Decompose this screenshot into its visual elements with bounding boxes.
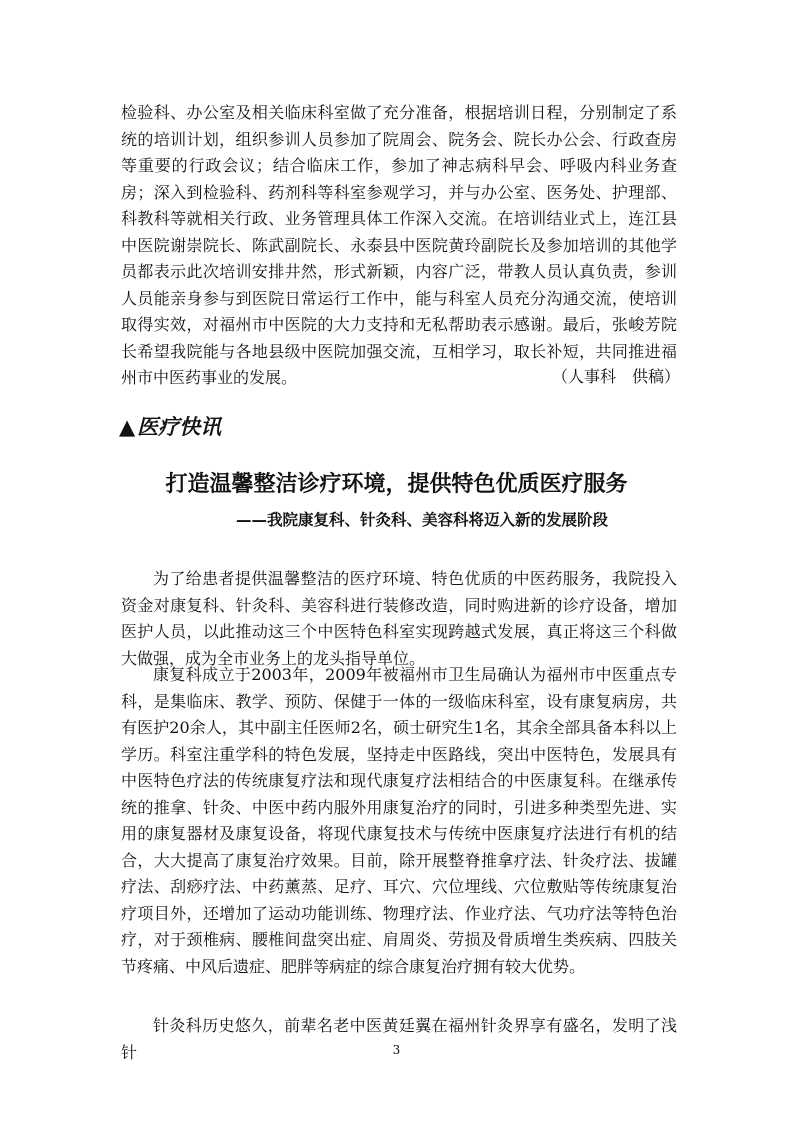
- body-paragraph: 康复科成立于2003年，2009年被福州市卫生局确认为福州市中医重点专科，是集临床、教学、预防、保健于一体的一级临床科室，设有康复病房，共有医护20余人，其中副主任医师2名，硕士研究生1名，其余全部具备本科以上学历。科室注重学科的特色发展，坚持走中医路线，突出中医特色，发展具有中医特色疗法的传统康复疗法和现代康复疗法相结合的中医康复科。在继承传统的推拿、针灸、中医中药内服外用康复治疗的同时，引进多种类型先进、实用的康复器材及康复设备，将现代康复技术与传统中医康复疗法进行有机的结合，大大提高了康复治疗效果。目前，除开展整脊推拿疗法、针灸疗法、拔罐疗法、刮痧疗法、中药薰蒸、足疗、耳穴、穴位埋线、穴位敷贴等传统康复治疗项目外，还增加了运动功能训练、物理疗法、作业疗法、气功疗法等特色治疗，对于颈椎病、腰椎间盘突出症、肩周炎、劳损及骨质增生类疾病、四肢关节疼痛、中风后遗症、肥胖等病症的综合康复治疗拥有较大优势。: [121, 665, 677, 976]
- article-subtitle: ——我院康复科、针灸科、美容科将迈入新的发展阶段: [235, 511, 608, 529]
- article-title: 打造温馨整洁诊疗环境，提供特色优质医疗服务: [165, 472, 628, 497]
- page-number: 3: [392, 1043, 401, 1057]
- body-paragraph: 为了给患者提供温馨整洁的医疗环境、特色优质的中医药服务，我院投入资金对康复科、针灸科、美容科进行装修改造，同时购进新的诊疗设备，增加医护人员，以此推动这三个中医特色科室实现跨越式发展，真正将这三个科做大做强，成为全市业务上的龙头指导单位。: [121, 569, 677, 668]
- section-title: 医疗快讯: [137, 415, 222, 439]
- intro-paragraph: 检验科、办公室及相关临床科室做了充分准备，根据培训日程，分别制定了系统的培训计划，组织参训人员参加了院周会、院务会、院长办公会、行政查房等重要的行政会议；结合临床工作，参加了神志病科早会、呼吸内科业务查房；深入到检验科、药剂科等科室参观学习，并与办公室、医务处、护理部、科教科等就相关行政、业务管理具体工作深入交流。在培训结业式上，连江县中医院谢崇院长、陈武副院长、永泰县中医院黄玲副院长及参加培训的其他学员都表示此次培训安排井然，形式新颖，内容广泛，带教人员认真负责，参训人员能亲身参与到医院日常运行工作中，能与科室人员充分沟通交流，使培训取得实效，对福州市中医院的大力支持和无私帮助表示感谢。最后，张峻芳院长希望我院能与各地县级中医院加强交流，互相学习，取长补短，共同推进福州市中医药事业的发展。: [121, 103, 677, 387]
- section-heading: [119, 412, 221, 442]
- triangle-icon: ▲: [119, 415, 136, 439]
- credit-line: （人事科 供稿）: [551, 367, 680, 386]
- body-paragraph: 针灸科历史悠久，前辈名老中医黄廷翼在福州针灸界享有盛名，发明了浅针: [121, 1016, 677, 1062]
